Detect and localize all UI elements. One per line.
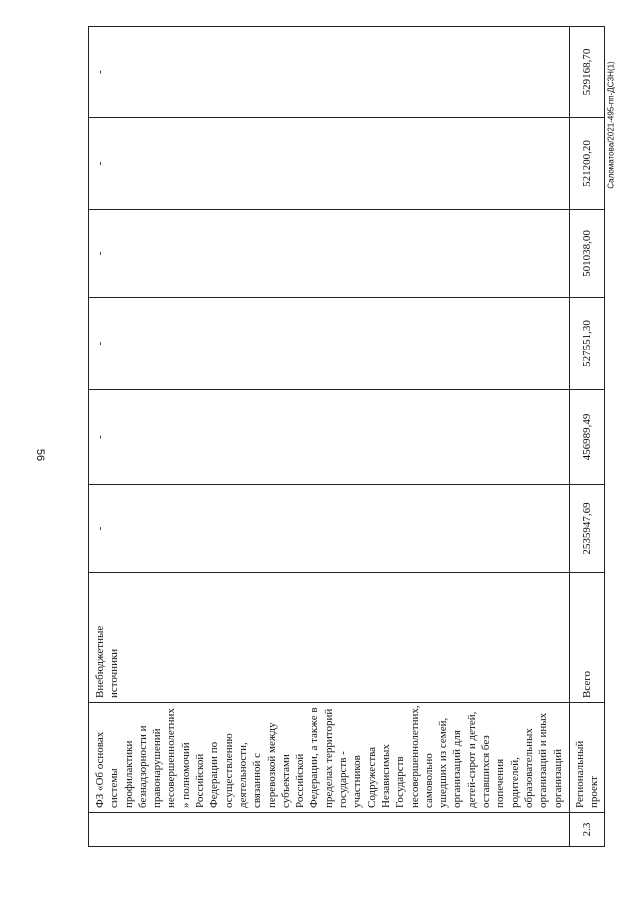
value-cell: 521200,20 [569,118,604,210]
description-cell: Региональный проект [569,703,604,813]
row-number-cell [89,813,570,847]
page-number: 56 [34,448,46,462]
value-cell: - [89,210,570,298]
value-cell: - [89,298,570,390]
value-cell: 529168,70 [569,27,604,118]
table-row [89,27,570,847]
source-cell: Внебюджетные источники [89,573,570,703]
document-stamp: Саломатова/2021-495-пп-ДСЗН(1) [606,61,616,189]
source-cell: Всего [569,573,604,703]
row-number-cell: 2.3 [569,813,604,847]
table-row [569,27,604,847]
value-cell: - [89,390,570,485]
value-cell: 2535947,69 [569,485,604,573]
value-cell: 527551,30 [569,298,604,390]
description-cell: ФЗ «Об основах системы профилактики безнадзорности и правонарушений несовершеннолетних » полномочий Российской Федерации по осуществлению деятельности, связанной с перевозкой между субъектами Российской Федерации, а также в пределах территорий государств - участников Содружества Независимых Государств несовершеннолетних, самовольно ушедших из семей, организаций для детей-сирот и детей, оставшихся без попечения родителей, образовательных организаций и иных организаций [89,703,570,813]
value-cell: - [89,485,570,573]
value-cell: - [89,27,570,118]
value-cell: - [89,118,570,210]
rotated-table-container [88,37,600,847]
value-cell: 456989,49 [569,390,604,485]
value-cell: 501038,00 [569,210,604,298]
budget-table [88,26,605,847]
